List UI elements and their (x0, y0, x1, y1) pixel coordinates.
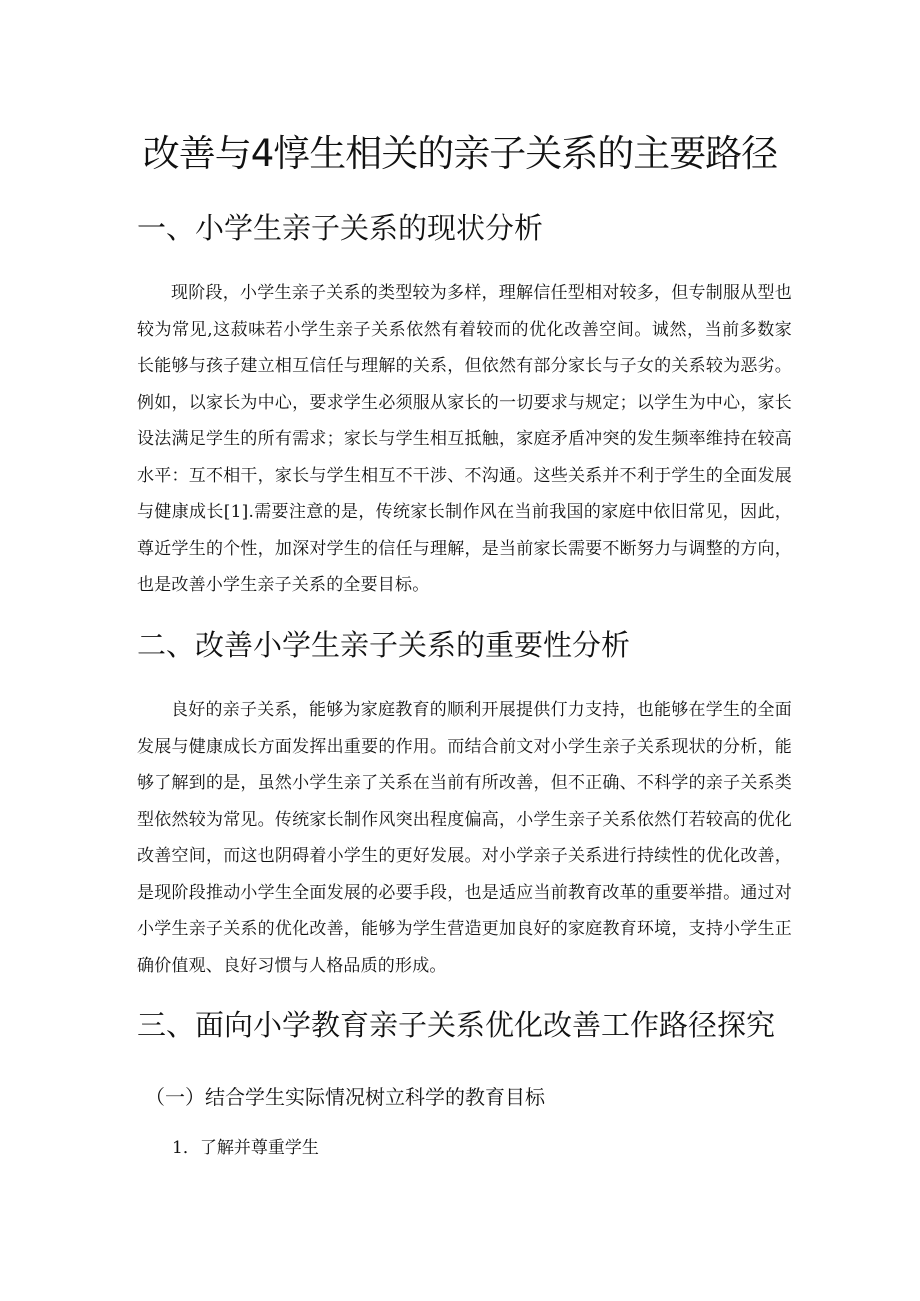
document-title: 改善与4惇生相关的亲子关系的主要路径 (142, 132, 778, 175)
section-2-paragraph: 良好的亲子关系，能够为家庭教育的顺利开展提供仃力支持，也能够在学生的全面发展与健康成长方面发挥出重要的作用。而结合前文对小学生亲子关系现状的分析，能够了解到的是，虽然小学生亲了关系在当前有所改善，但不正确、不科学的亲子关系类型依然较为常见。传统家长制作风突出程度偏高，小学生亲子关系依然仃若较高的优化改善空间，而这也阴碍着小学生的更好发展。对小学亲子关系进行持续性的优化改善，是现阶段推动小学生全面发展的必要手段，也是适应当前教育改革的重要举措。通过对小学生亲子关系的优化改善，能够为学生营造更加良好的家庭教育环境，支持小学生正确价值观、良好习惯与人格品质的形成。 (137, 700, 792, 976)
section-3-heading: 三、面向小学教育亲子关系优化改善工作路径探究 (137, 1008, 776, 1042)
section-3-subheading: （一）结合学生实际情况树立科学的教育目标 (145, 1085, 545, 1109)
section-1-heading: 一、小学生亲子关系的现状分析 (137, 211, 544, 245)
section-2-heading: 二、改善小学生亲子关系的重要性分析 (137, 628, 631, 662)
section-3-item: 1．了解并尊重学生 (172, 1138, 319, 1158)
section-1-paragraph: 现阶段，小学生亲子关系的类型较为多样，理解信任型相对较多，但专制服从型也较为常见,这菽味若小学生亲子关系依然有着较而的优化改善空间。诚然，当前多数家长能够与孩子建立相互信任与理解的关系，但依然有部分家长与子女的关系较为恶劣。例如，以家长为中心，要求学生必须服从家长的一切要求与规定；以学生为中心，家长设法满足学生的所有需求；家长与学生相互抵触，家庭矛盾冲突的发生频率维持在较高水平：互不相干，家长与学生相互不干涉、不沟通。这些关系并不利于学生的全面发展与健康成长[1].需要注意的是，传统家长制作风在当前我国的家庭中依旧常见，因此，尊近学生的个性，加深对学生的信任与理解，是当前家长需要不断努力与调整的方向，也是改善小学生亲子关系的全要目标。 (137, 283, 792, 595)
